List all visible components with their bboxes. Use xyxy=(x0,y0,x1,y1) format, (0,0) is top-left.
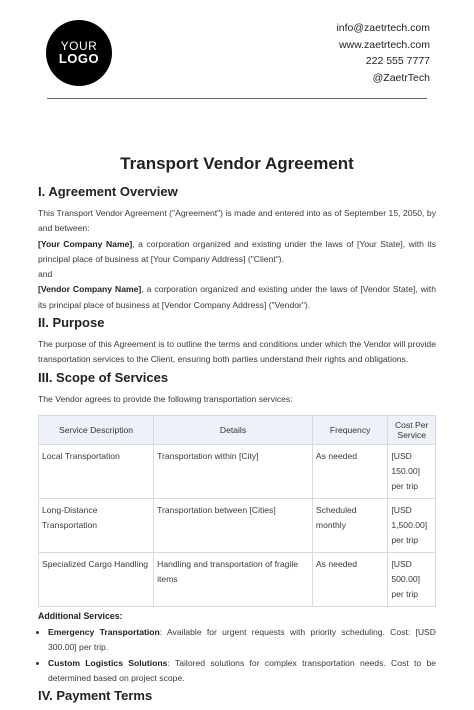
table-cell: Specialized Cargo Handling xyxy=(39,552,154,606)
table-cell: [USD 150.00] per trip xyxy=(388,444,436,498)
section-heading-scope: III. Scope of Services xyxy=(38,369,169,385)
table-header-cell: Details xyxy=(154,415,313,444)
table-cell: Scheduled monthly xyxy=(312,498,387,552)
party2-paragraph xyxy=(38,282,436,313)
overview-intro: This Transport Vendor Agreement ("Agreement") is made and entered into as of September 15, 2050, by and between: xyxy=(38,208,436,234)
table-cell: Handling and transportation of fragile items xyxy=(154,552,313,606)
table-cell: [USD 1,500.00] per trip xyxy=(388,498,436,552)
party1-name: [Your Company Name] xyxy=(38,238,133,249)
contact-block xyxy=(336,20,430,86)
party2-name: [Vendor Company Name] xyxy=(38,284,142,295)
service-name: Emergency Transportation xyxy=(48,626,160,637)
table-header-cell: Frequency xyxy=(312,415,387,444)
list-item xyxy=(48,625,436,656)
header-divider xyxy=(47,98,427,99)
logo-line-2: LOGO xyxy=(58,51,100,67)
contact-handle: @ZaetrTech xyxy=(372,71,430,84)
service-name: Custom Logistics Solutions xyxy=(48,657,168,668)
table-cell: Long-Distance Transportation xyxy=(39,498,154,552)
section-heading-overview: I. Agreement Overview xyxy=(38,184,178,199)
services-table xyxy=(38,415,436,607)
table-header-cell: Service Description xyxy=(39,415,154,444)
purpose-text: The purpose of this Agreement is to outline the terms and conditions under which the Vendor will provide transportation services to the Client, ensuring both parties understand their rights and obligations. xyxy=(38,339,436,365)
table-cell: Transportation between [Cities] xyxy=(154,498,313,552)
table-row xyxy=(39,498,436,552)
logo-line-1: YOUR xyxy=(60,38,98,53)
table-cell: Transportation within [City] xyxy=(154,444,313,498)
contact-phone: 222 555 7777 xyxy=(365,55,430,67)
party1-text: , a corporation organized and existing under the laws of [Your State], with its principal place of business at [Your Company Address] ("Client"). xyxy=(38,238,436,264)
party2-text: , a corporation organized and existing under the laws of [Vendor State], with its principal place of business at [Vendor Company Address] ("Vendor"). xyxy=(38,284,436,310)
additional-services-heading: Additional Services: xyxy=(38,610,123,621)
additional-services-list xyxy=(38,625,436,686)
table-header-row xyxy=(39,415,436,444)
table-cell: Local Transportation xyxy=(39,444,154,498)
party1-paragraph xyxy=(38,237,436,268)
agreement-document xyxy=(38,154,436,710)
section-heading-payment: IV. Payment Terms xyxy=(38,688,153,704)
table-cell: As needed xyxy=(312,552,387,606)
table-header-cell: Cost Per Service xyxy=(388,415,436,444)
service-text: : Tailored solutions for complex transportation needs. Cost to be determined based on project scope. xyxy=(48,657,436,683)
scope-intro: The Vendor agrees to provide the following transportation services: xyxy=(38,393,293,404)
table-row xyxy=(39,552,436,606)
contact-email: info@zaetrtech.com xyxy=(336,22,430,34)
contact-website: www.zaetrtech.com xyxy=(338,38,430,51)
and-text: and xyxy=(38,269,53,280)
section-heading-purpose: II. Purpose xyxy=(38,315,105,331)
table-cell: [USD 500.00] per trip xyxy=(388,552,436,606)
table-row xyxy=(39,444,436,498)
company-logo xyxy=(46,20,112,86)
table-cell: As needed xyxy=(312,444,387,498)
document-title: Transport Vendor Agreement xyxy=(120,154,354,173)
service-text: : Available for urgent requests with priority scheduling. Cost: [USD 300.00] per trip. xyxy=(48,626,436,653)
